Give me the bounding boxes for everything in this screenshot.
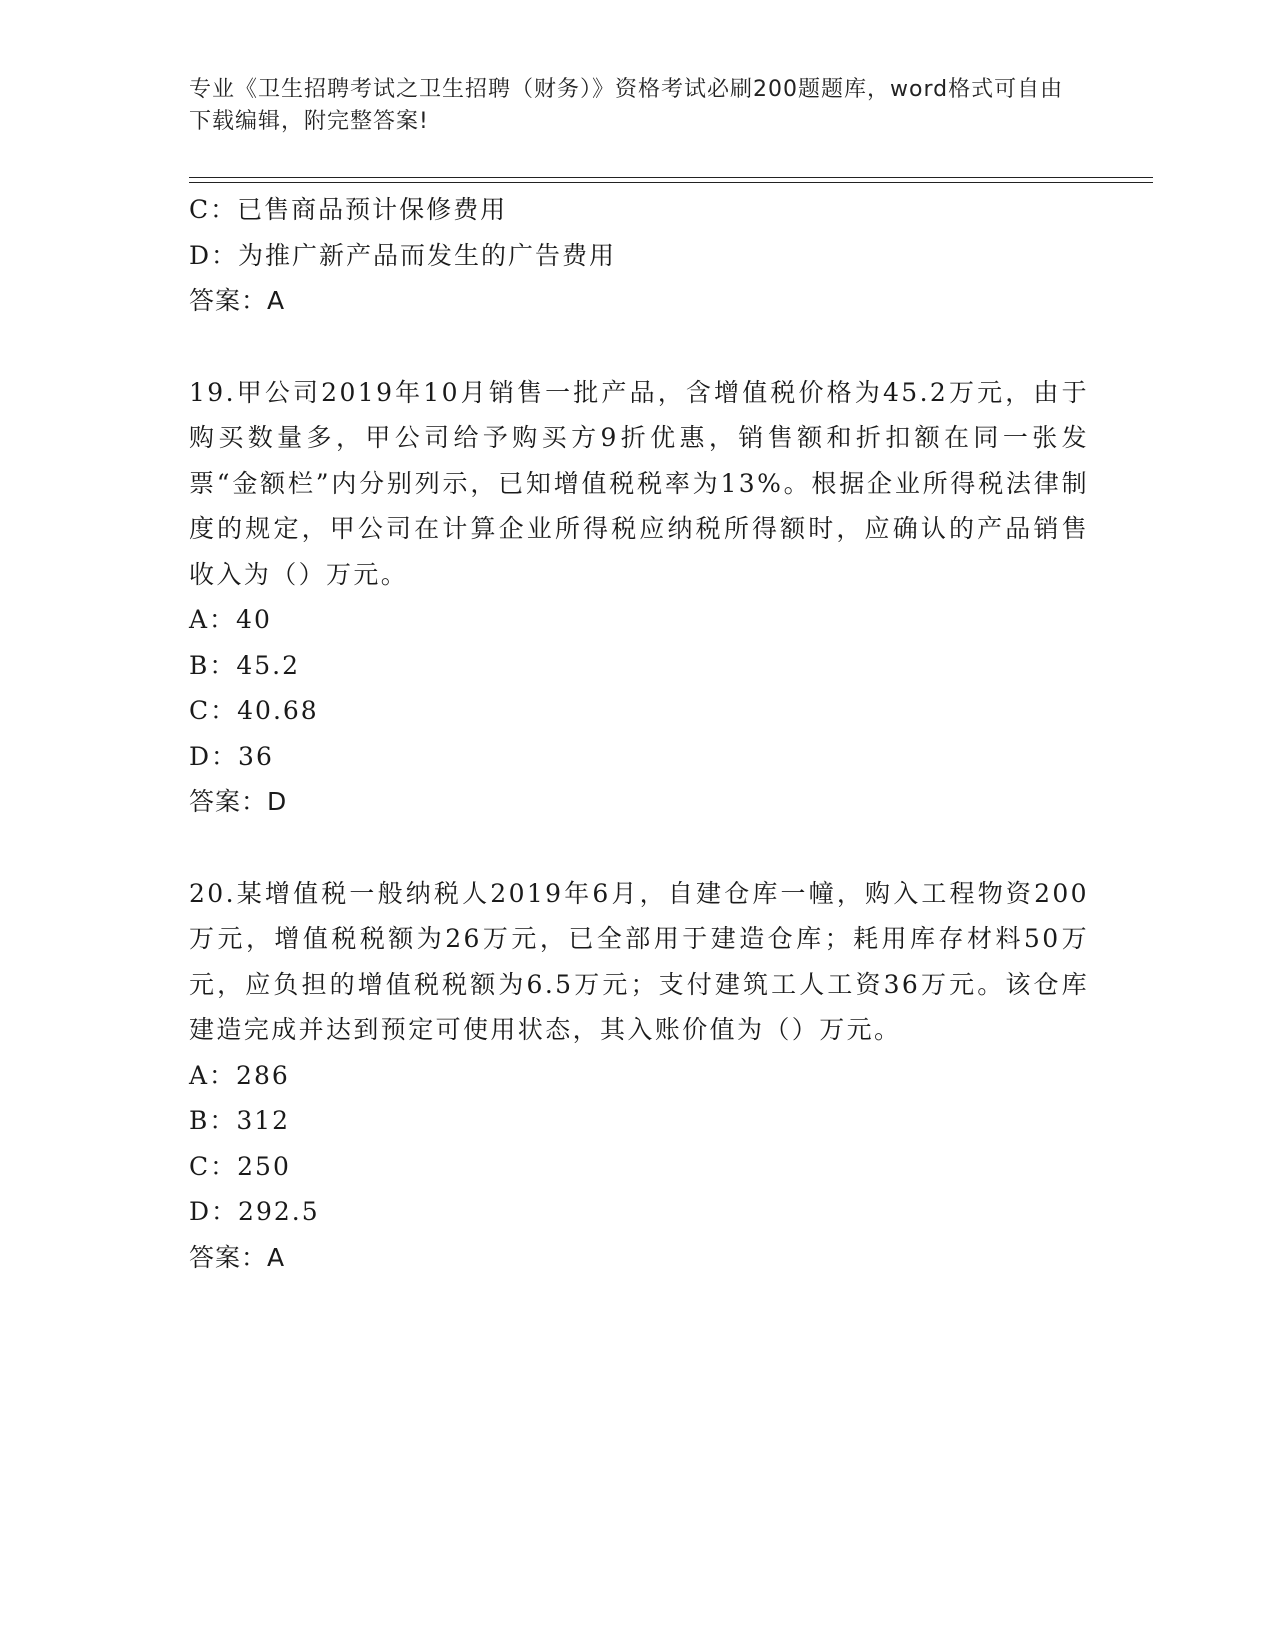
document-header: 专业《卫生招聘考试之卫生招聘（财务）》资格考试必刷200题题库，word格式可自由下载编辑，附完整答案! (189, 77, 1064, 134)
option-d: D：36 (189, 741, 274, 771)
header-divider-bottom (189, 182, 1153, 183)
option-b: B：312 (189, 1106, 291, 1135)
option-d: D：292.5 (189, 1197, 320, 1226)
question-19 (189, 370, 1089, 825)
document-body (189, 187, 1089, 1280)
answer-line: 答案：D (189, 787, 288, 816)
option-c: C：已售商品预计保修费用 (189, 195, 508, 224)
option-a: A：40 (189, 605, 272, 634)
question-text: 19.甲公司2019年10月销售一批产品，含增值税价格为45.2万元，由于购买数量多，甲公司给予购买方9折优惠，销售额和折扣额在同一张发票“金额栏”内分别列示，已知增值税税率为13%。根据企业所得税法律制度的规定，甲公司在计算企业所得税应纳税所得额时，应确认的产品销售收入为（）万元。 (189, 377, 1089, 589)
question-text: 20.某增值税一般纳税人2019年6月，自建仓库一幢，购入工程物资200万元，增值税税额为26万元，已全部用于建造仓库；耗用库存材料50万元，应负担的增值税税额为6.5万元；支付建筑工人工资36万元。该仓库建造完成并达到预定可使用状态，其入账价值为（）万元。 (189, 878, 1089, 1044)
spacer (189, 324, 1089, 370)
question-20 (189, 871, 1089, 1281)
spacer (189, 825, 1089, 871)
option-a: A：286 (189, 1060, 290, 1090)
option-b: B：45.2 (189, 650, 301, 680)
option-c: C：250 (189, 1151, 291, 1181)
header-divider-top (189, 177, 1153, 178)
option-c: C：40.68 (189, 696, 319, 725)
previous-question-tail (189, 187, 1089, 324)
answer-line: 答案：A (189, 286, 286, 315)
answer-line: 答案：A (189, 1242, 286, 1272)
option-d: D：为推广新产品而发生的广告费用 (189, 240, 617, 270)
